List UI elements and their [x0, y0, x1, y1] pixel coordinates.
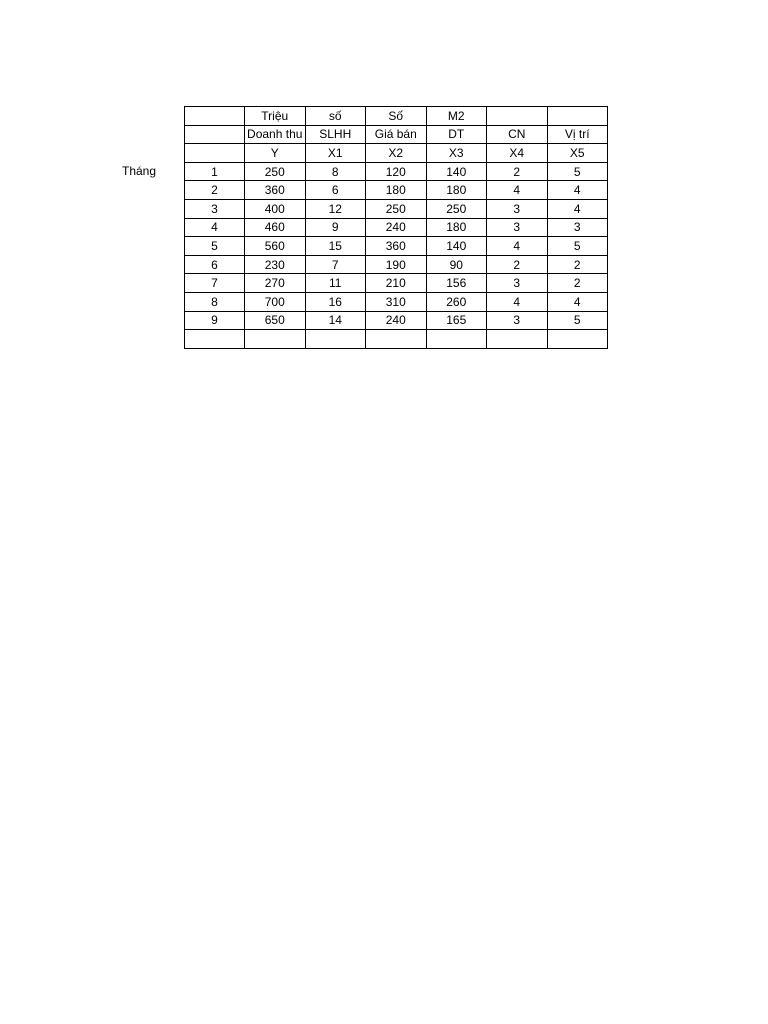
- table-cell[interactable]: 3: [185, 199, 245, 218]
- header-cell[interactable]: Vị trí: [547, 125, 608, 144]
- table-cell[interactable]: 650: [245, 311, 306, 330]
- table-cell[interactable]: 360: [366, 237, 427, 256]
- header-row-variables: [185, 144, 608, 163]
- table-cell[interactable]: 12: [305, 199, 366, 218]
- table-cell[interactable]: 190: [366, 255, 427, 274]
- table-row: [185, 218, 608, 237]
- header-cell[interactable]: Triệu: [245, 107, 306, 126]
- table-cell[interactable]: 250: [426, 199, 487, 218]
- table-cell[interactable]: 2: [547, 255, 608, 274]
- empty-cell[interactable]: [547, 330, 608, 349]
- header-cell[interactable]: [185, 107, 245, 126]
- table-row: [185, 274, 608, 293]
- header-cell[interactable]: Y: [245, 144, 306, 163]
- header-cell[interactable]: Số: [366, 107, 427, 126]
- empty-cell[interactable]: [245, 330, 306, 349]
- header-cell[interactable]: Doanh thu: [245, 125, 306, 144]
- table-cell[interactable]: 3: [487, 218, 548, 237]
- table-cell[interactable]: 2: [487, 255, 548, 274]
- header-cell[interactable]: X5: [547, 144, 608, 163]
- header-cell[interactable]: [487, 107, 548, 126]
- header-cell[interactable]: [185, 144, 245, 163]
- empty-cell[interactable]: [305, 330, 366, 349]
- table-cell[interactable]: 16: [305, 292, 366, 311]
- header-cell[interactable]: CN: [487, 125, 548, 144]
- header-cell[interactable]: DT: [426, 125, 487, 144]
- table-cell[interactable]: 4: [547, 292, 608, 311]
- table-cell[interactable]: 1: [185, 162, 245, 181]
- table-cell[interactable]: 250: [366, 199, 427, 218]
- header-cell[interactable]: X3: [426, 144, 487, 163]
- header-cell[interactable]: X4: [487, 144, 548, 163]
- table-cell[interactable]: 5: [547, 162, 608, 181]
- table-cell[interactable]: 400: [245, 199, 306, 218]
- header-cell[interactable]: X2: [366, 144, 427, 163]
- table-cell[interactable]: 180: [366, 181, 427, 200]
- empty-cell[interactable]: [487, 330, 548, 349]
- table-cell[interactable]: 4: [547, 199, 608, 218]
- table-cell[interactable]: 3: [487, 274, 548, 293]
- table-cell[interactable]: 3: [487, 199, 548, 218]
- table-cell[interactable]: 120: [366, 162, 427, 181]
- table-cell[interactable]: 260: [426, 292, 487, 311]
- table-cell[interactable]: 180: [426, 181, 487, 200]
- table-cell[interactable]: 270: [245, 274, 306, 293]
- table-cell[interactable]: 210: [366, 274, 427, 293]
- table-cell[interactable]: 360: [245, 181, 306, 200]
- table-cell[interactable]: 15: [305, 237, 366, 256]
- table-cell[interactable]: 90: [426, 255, 487, 274]
- table-cell[interactable]: 7: [305, 255, 366, 274]
- table-cell[interactable]: 7: [185, 274, 245, 293]
- table-cell[interactable]: 165: [426, 311, 487, 330]
- header-cell[interactable]: [547, 107, 608, 126]
- table-row: [185, 162, 608, 181]
- table-cell[interactable]: 6: [185, 255, 245, 274]
- empty-cell[interactable]: [185, 330, 245, 349]
- table-cell[interactable]: 310: [366, 292, 427, 311]
- table-cell[interactable]: 3: [487, 311, 548, 330]
- header-row-names: [185, 125, 608, 144]
- table-cell[interactable]: 14: [305, 311, 366, 330]
- table-cell[interactable]: 5: [547, 237, 608, 256]
- table-cell[interactable]: 5: [185, 237, 245, 256]
- header-cell[interactable]: Giá bán: [366, 125, 427, 144]
- table-row: [185, 199, 608, 218]
- table-cell[interactable]: 700: [245, 292, 306, 311]
- table-row: [185, 292, 608, 311]
- header-cell[interactable]: [185, 125, 245, 144]
- table-cell[interactable]: 230: [245, 255, 306, 274]
- empty-cell[interactable]: [366, 330, 427, 349]
- table-cell[interactable]: 4: [487, 237, 548, 256]
- table-cell[interactable]: 2: [487, 162, 548, 181]
- header-row-units: [185, 107, 608, 126]
- table-cell[interactable]: 8: [185, 292, 245, 311]
- table-cell[interactable]: 240: [366, 218, 427, 237]
- empty-cell[interactable]: [426, 330, 487, 349]
- table-cell[interactable]: 250: [245, 162, 306, 181]
- table-row: [185, 181, 608, 200]
- table-cell[interactable]: 180: [426, 218, 487, 237]
- table-cell[interactable]: 156: [426, 274, 487, 293]
- table-cell[interactable]: 5: [547, 311, 608, 330]
- table-cell[interactable]: 9: [185, 311, 245, 330]
- table-cell[interactable]: 2: [185, 181, 245, 200]
- table-cell[interactable]: 9: [305, 218, 366, 237]
- table-cell[interactable]: 6: [305, 181, 366, 200]
- table-cell[interactable]: 4: [487, 181, 548, 200]
- header-cell[interactable]: SLHH: [305, 125, 366, 144]
- table-cell[interactable]: 2: [547, 274, 608, 293]
- table-cell[interactable]: 4: [487, 292, 548, 311]
- empty-row: [185, 330, 608, 349]
- table-row: [185, 237, 608, 256]
- table-cell[interactable]: 11: [305, 274, 366, 293]
- table-row: [185, 255, 608, 274]
- table-cell[interactable]: 460: [245, 218, 306, 237]
- table-cell[interactable]: 140: [426, 162, 487, 181]
- table-cell[interactable]: 4: [185, 218, 245, 237]
- table-cell[interactable]: 560: [245, 237, 306, 256]
- table-cell[interactable]: 3: [547, 218, 608, 237]
- data-table: [184, 106, 608, 349]
- table-row: [185, 311, 608, 330]
- row-label-thang: Tháng: [122, 164, 157, 178]
- table-cell[interactable]: 8: [305, 162, 366, 181]
- table-cell[interactable]: 240: [366, 311, 427, 330]
- header-cell[interactable]: số: [305, 107, 366, 126]
- table-cell[interactable]: 140: [426, 237, 487, 256]
- table-cell[interactable]: 4: [547, 181, 608, 200]
- header-cell[interactable]: M2: [426, 107, 487, 126]
- header-cell[interactable]: X1: [305, 144, 366, 163]
